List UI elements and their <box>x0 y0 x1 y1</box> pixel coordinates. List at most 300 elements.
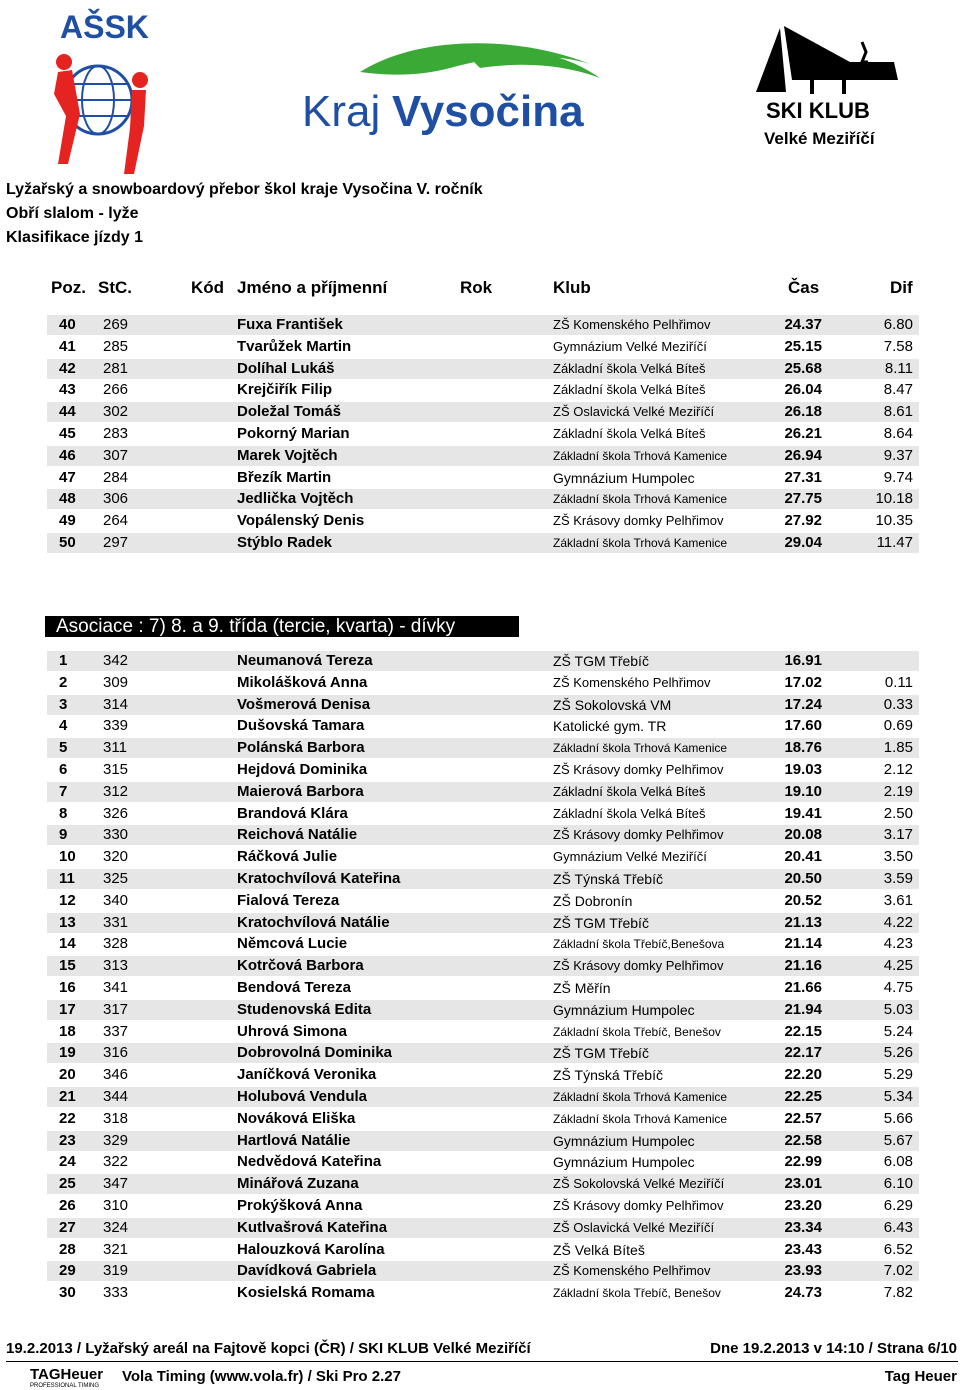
rank-cell: 41 <box>59 337 76 355</box>
bib-cell: 281 <box>103 359 129 377</box>
bib-cell: 318 <box>103 1109 129 1127</box>
name-cell: Halouzková Karolína <box>237 1240 385 1258</box>
name-cell: Marek Vojtěch <box>237 446 338 464</box>
name-cell: Kratochvílová Natálie <box>237 913 390 931</box>
club-cell: ZŠ Velká Bíteš <box>553 1241 645 1258</box>
table-row <box>47 825 919 845</box>
table-row <box>47 489 919 509</box>
name-cell: Mikolášková Anna <box>237 673 368 691</box>
club-cell: Základní škola Třebíč, Benešov <box>553 1024 721 1039</box>
rank-cell: 1 <box>59 652 68 669</box>
diff-cell: 5.34 <box>883 1088 913 1105</box>
diff-cell: 11.47 <box>876 534 913 551</box>
bib-cell: 266 <box>103 381 129 399</box>
diff-cell: 6.43 <box>883 1218 913 1236</box>
rank-cell: 28 <box>59 1240 76 1258</box>
time-cell: 23.43 <box>784 1240 822 1258</box>
name-cell: Nováková Eliška <box>237 1109 356 1127</box>
name-cell: Fialová Tereza <box>237 891 340 909</box>
col-header-cas: Čas <box>788 278 820 297</box>
footer-left: 19.2.2013 / Lyžařský areál na Fajtově kopci (ČR) / SKI KLUB Velké Meziříčí <box>6 1340 531 1357</box>
table-row <box>47 1240 919 1260</box>
diff-cell: 4.22 <box>883 913 913 931</box>
rank-cell: 30 <box>59 1284 76 1302</box>
table-row <box>47 511 919 531</box>
col-header-dif: Dif <box>890 278 913 297</box>
diff-cell: 7.02 <box>883 1262 913 1280</box>
name-cell: Maierová Barbora <box>237 782 364 800</box>
rank-cell: 40 <box>59 316 76 333</box>
time-cell: 27.75 <box>784 490 822 508</box>
time-cell: 27.31 <box>784 468 822 486</box>
diff-cell: 0.69 <box>883 717 913 735</box>
table-row <box>47 315 919 335</box>
club-cell: ZŠ Sokolovská Velké Meziříčí <box>553 1176 725 1192</box>
club-cell: Základní škola Velká Bíteš <box>553 805 706 821</box>
diff-cell: 7.82 <box>883 1284 913 1302</box>
name-cell: Ráčková Julie <box>237 848 338 866</box>
name-cell: Brandová Klára <box>237 804 348 822</box>
club-cell: Základní škola Trhová Kamenice <box>553 1111 728 1126</box>
name-cell: Dolíhal Lukáš <box>237 359 335 377</box>
diff-cell: 4.23 <box>883 935 913 953</box>
bib-cell: 344 <box>103 1088 129 1105</box>
diff-cell: 0.33 <box>883 695 913 713</box>
diff-cell: 9.37 <box>883 446 913 464</box>
bib-cell: 302 <box>103 403 129 421</box>
time-cell: 29.04 <box>784 534 822 551</box>
table-row <box>47 1000 919 1020</box>
club-cell: ZŠ Měřín <box>553 980 611 996</box>
name-cell: Hejdová Dominika <box>237 761 368 778</box>
rank-cell: 27 <box>59 1218 76 1236</box>
rank-cell: 48 <box>59 490 76 508</box>
time-cell: 17.02 <box>784 673 822 691</box>
diff-cell: 4.25 <box>883 957 913 975</box>
time-cell: 22.57 <box>784 1109 822 1127</box>
time-cell: 20.52 <box>784 891 822 909</box>
bib-cell: 297 <box>103 534 129 551</box>
name-cell: Dušovská Tamara <box>237 717 365 735</box>
time-cell: 20.41 <box>784 848 822 866</box>
bib-cell: 346 <box>103 1066 129 1084</box>
diff-cell: 6.52 <box>883 1240 913 1258</box>
table-row <box>47 1065 919 1085</box>
table-row <box>47 337 919 357</box>
col-header-stc: StC. <box>98 278 132 297</box>
name-cell: Kotrčová Barbora <box>237 957 364 975</box>
bib-cell: 314 <box>103 695 129 713</box>
time-cell: 23.34 <box>784 1218 822 1236</box>
col-header-kod: Kód <box>191 278 225 297</box>
rank-cell: 11 <box>59 870 75 887</box>
name-cell: Minářová Zuzana <box>237 1175 359 1193</box>
club-cell: ZŠ Krásovy domky Pelhřimov <box>553 513 724 529</box>
diff-cell: 3.61 <box>883 891 913 909</box>
diff-cell: 4.75 <box>883 979 913 996</box>
bib-cell: 320 <box>103 848 129 866</box>
table-row <box>47 869 919 889</box>
assk-logo <box>28 4 168 176</box>
time-cell: 26.18 <box>784 403 822 421</box>
table-row <box>47 1174 919 1194</box>
table-row <box>47 402 919 422</box>
time-cell: 26.04 <box>784 381 822 399</box>
rank-cell: 3 <box>59 695 68 713</box>
name-cell: Hartlová Natálie <box>237 1131 351 1149</box>
diff-cell: 6.29 <box>883 1197 913 1214</box>
club-cell: Gymnázium Velké Meziříčí <box>553 338 707 354</box>
timing-brand: Tag Heuer <box>884 1368 957 1385</box>
table-row <box>47 760 919 780</box>
bib-cell: 306 <box>103 490 129 508</box>
name-cell: Vopálenský Denis <box>237 512 365 530</box>
table-row <box>47 424 919 444</box>
table-row <box>47 1109 919 1129</box>
rank-cell: 14 <box>59 935 76 953</box>
bib-cell: 307 <box>103 446 129 464</box>
rank-cell: 17 <box>59 1000 76 1018</box>
time-cell: 22.99 <box>784 1153 822 1171</box>
tagheuer-logo-subtext: PROFESSIONAL TIMING <box>30 1383 100 1389</box>
rank-cell: 46 <box>59 446 76 464</box>
rank-cell: 20 <box>59 1066 76 1084</box>
name-cell: Holubová Vendula <box>237 1088 368 1105</box>
rank-cell: 42 <box>59 359 76 377</box>
time-cell: 22.25 <box>784 1088 822 1105</box>
diff-cell: 8.64 <box>883 425 913 442</box>
table-row <box>47 891 919 911</box>
bib-cell: 309 <box>103 673 129 691</box>
club-cell: Základní škola Velká Bíteš <box>553 382 706 398</box>
club-cell: ZŠ Krásovy domky Pelhřimov <box>553 827 724 843</box>
club-cell: Gymnázium Humpolec <box>553 469 695 486</box>
table-row <box>47 1218 919 1238</box>
club-cell: ZŠ Krásovy domky Pelhřimov <box>553 1198 724 1213</box>
bib-cell: 317 <box>103 1000 129 1018</box>
name-cell: Němcová Lucie <box>237 935 348 953</box>
time-cell: 27.92 <box>784 512 822 530</box>
time-cell: 24.73 <box>784 1284 822 1302</box>
rank-cell: 29 <box>59 1262 76 1280</box>
club-cell: Základní škola Trhová Kamenice <box>553 448 728 463</box>
table-row <box>47 804 919 824</box>
rank-cell: 25 <box>59 1175 76 1193</box>
footer-divider <box>6 1361 958 1362</box>
table-row <box>47 359 919 379</box>
col-header-rok: Rok <box>460 278 493 297</box>
club-cell: Základní škola Trhová Kamenice <box>553 1090 728 1104</box>
rank-cell: 23 <box>59 1131 76 1149</box>
bib-cell: 313 <box>103 957 129 975</box>
time-cell: 16.91 <box>784 652 822 669</box>
time-cell: 24.37 <box>784 316 822 333</box>
club-cell: Základní škola Třebíč, Benešov <box>553 1286 721 1301</box>
name-cell: Krejčiřík Filip <box>237 381 333 399</box>
club-cell: ZŠ Komenského Pelhřimov <box>553 674 711 690</box>
name-cell: Stýblo Radek <box>237 534 333 551</box>
bib-cell: 284 <box>103 468 129 486</box>
name-cell: Janíčková Veronika <box>237 1066 377 1084</box>
diff-cell: 5.26 <box>883 1044 913 1062</box>
diff-cell: 2.12 <box>883 761 913 778</box>
table-row <box>47 847 919 867</box>
time-cell: 22.58 <box>784 1131 822 1149</box>
rank-cell: 44 <box>59 403 76 421</box>
table-row <box>47 468 919 488</box>
club-cell: ZŠ Komenského Pelhřimov <box>553 317 711 332</box>
bib-cell: 310 <box>103 1197 129 1214</box>
bib-cell: 285 <box>103 337 129 355</box>
time-cell: 18.76 <box>784 739 822 757</box>
table-row <box>47 782 919 802</box>
table-row <box>47 956 919 976</box>
club-cell: Základní škola Velká Bíteš <box>553 360 706 376</box>
rank-cell: 47 <box>59 468 76 486</box>
name-cell: Prokýšková Anna <box>237 1197 363 1214</box>
club-cell: ZŠ Dobronín <box>553 892 633 909</box>
table-row <box>47 1283 919 1303</box>
diff-cell: 5.66 <box>883 1109 913 1127</box>
club-cell: Katolické gym. TR <box>553 718 667 735</box>
time-cell: 20.08 <box>784 826 822 844</box>
rank-cell: 24 <box>59 1153 76 1171</box>
diff-cell: 7.58 <box>883 337 913 355</box>
club-cell: Základní škola Velká Bíteš <box>553 783 706 799</box>
club-cell: ZŠ Oslavická Velké Meziříčí <box>553 1219 715 1235</box>
club-cell: ZŠ TGM Třebíč <box>553 914 649 931</box>
time-cell: 23.93 <box>784 1262 822 1280</box>
rank-cell: 22 <box>59 1109 76 1127</box>
tagheuer-logo-text: TAGHeuer <box>30 1366 104 1383</box>
bib-cell: 315 <box>103 761 129 778</box>
discipline-title: Obří slalom - lyže <box>6 205 139 222</box>
name-cell: Kosielská Romama <box>237 1284 375 1302</box>
ski-logo-text-2: Velké Meziříčí <box>764 129 875 148</box>
name-cell: Uhrová Simona <box>237 1022 348 1040</box>
rank-cell: 10 <box>59 848 76 866</box>
diff-cell: 6.80 <box>883 316 913 333</box>
table-row <box>47 673 919 693</box>
club-cell: ZŠ Krásovy domky Pelhřimov <box>553 958 724 974</box>
bib-cell: 264 <box>103 512 129 530</box>
time-cell: 19.10 <box>784 782 822 800</box>
name-cell: Dobrovolná Dominika <box>237 1044 393 1062</box>
club-cell: ZŠ Krásovy domky Pelhřimov <box>553 762 724 777</box>
table-row <box>47 1022 919 1042</box>
bib-cell: 311 <box>103 739 127 757</box>
rank-cell: 21 <box>59 1088 76 1105</box>
bib-cell: 330 <box>103 826 129 844</box>
rank-cell: 6 <box>59 761 68 778</box>
club-cell: Gymnázium Velké Meziříčí <box>553 849 707 865</box>
bib-cell: 312 <box>103 782 129 800</box>
rank-cell: 49 <box>59 512 76 530</box>
time-cell: 17.24 <box>784 695 822 713</box>
club-cell: Gymnázium Humpolec <box>553 1001 695 1018</box>
rank-cell: 26 <box>59 1197 76 1214</box>
bib-cell: 321 <box>103 1240 129 1258</box>
rank-cell: 7 <box>59 782 68 800</box>
table-row <box>47 1261 919 1281</box>
table-row <box>47 1131 919 1151</box>
bib-cell: 333 <box>103 1284 129 1302</box>
time-cell: 19.03 <box>784 761 822 778</box>
table-row <box>47 446 919 466</box>
kraj-vysocina-logo <box>300 38 610 138</box>
time-cell: 23.20 <box>784 1197 822 1214</box>
kraj-logo-text-1: Kraj <box>302 87 381 136</box>
time-cell: 25.15 <box>784 337 822 355</box>
bib-cell: 316 <box>103 1044 129 1062</box>
name-cell: Kutlvašrová Kateřina <box>237 1218 388 1236</box>
table-row <box>47 913 919 933</box>
table-row <box>47 1043 919 1063</box>
time-cell: 26.94 <box>784 446 822 464</box>
rank-cell: 19 <box>59 1044 76 1062</box>
rank-cell: 13 <box>59 913 76 931</box>
rank-cell: 43 <box>59 381 76 399</box>
name-cell: Pokorný Marian <box>237 425 350 442</box>
bib-cell: 319 <box>103 1262 129 1280</box>
time-cell: 21.13 <box>784 913 822 931</box>
diff-cell: 1.85 <box>883 739 913 757</box>
diff-cell: 5.29 <box>883 1066 913 1084</box>
col-header-klub: Klub <box>553 278 591 297</box>
name-cell: Vošmerová Denisa <box>237 695 371 713</box>
table-row <box>47 533 919 553</box>
bib-cell: 341 <box>103 979 129 996</box>
bib-cell: 347 <box>103 1175 129 1193</box>
club-cell: ZŠ Sokolovská VM <box>553 696 672 713</box>
time-cell: 17.60 <box>784 717 822 735</box>
diff-cell: 2.19 <box>883 782 913 800</box>
diff-cell: 10.18 <box>875 490 913 508</box>
bib-cell: 326 <box>103 804 129 822</box>
bib-cell: 339 <box>103 717 129 735</box>
time-cell: 19.41 <box>784 804 822 822</box>
time-cell: 22.15 <box>784 1022 822 1040</box>
club-cell: Gymnázium Humpolec <box>553 1154 695 1171</box>
time-cell: 26.21 <box>784 425 822 442</box>
diff-cell: 10.35 <box>875 512 913 530</box>
club-cell: Základní škola Velká Bíteš <box>553 426 706 441</box>
club-cell: Gymnázium Humpolec <box>553 1132 695 1149</box>
rank-cell: 5 <box>59 739 68 757</box>
tagheuer-logo <box>30 1365 116 1389</box>
club-cell: ZŠ Týnská Třebíč <box>553 1067 663 1084</box>
name-cell: Neumanová Tereza <box>237 652 373 669</box>
diff-cell: 2.50 <box>883 804 913 822</box>
name-cell: Davídková Gabriela <box>237 1262 377 1280</box>
rank-cell: 15 <box>59 957 76 975</box>
bib-cell: 283 <box>103 425 129 442</box>
club-cell: ZŠ Komenského Pelhřimov <box>553 1263 711 1279</box>
diff-cell: 3.50 <box>883 848 913 866</box>
table-row <box>47 1196 919 1216</box>
diff-cell: 6.10 <box>883 1175 913 1193</box>
diff-cell: 8.11 <box>884 359 913 377</box>
footer-right: Dne 19.2.2013 v 14:10 / Strana 6/10 <box>710 1340 957 1357</box>
club-cell: Základní škola Trhová Kamenice <box>553 492 728 507</box>
time-cell: 20.50 <box>784 870 822 887</box>
name-cell: Reichová Natálie <box>237 826 358 844</box>
bib-cell: 328 <box>103 935 129 953</box>
time-cell: 21.16 <box>784 957 822 975</box>
time-cell: 21.66 <box>784 979 822 996</box>
name-cell: Kratochvílová Kateřina <box>237 870 401 887</box>
assk-logo-text: AŠSK <box>60 9 149 45</box>
bib-cell: 322 <box>103 1153 129 1171</box>
col-header-poz: Poz. <box>51 278 86 297</box>
table-row <box>47 1087 919 1107</box>
rank-cell: 2 <box>59 673 68 691</box>
event-title: Lyžařský a snowboardový přebor škol kraje Vysočina V. ročník <box>6 181 483 198</box>
club-cell: Základní škola Trhová Kamenice <box>553 741 728 756</box>
bib-cell: 329 <box>103 1131 129 1149</box>
rank-cell: 9 <box>59 826 68 844</box>
section-title: Asociace : 7) 8. a 9. třída (tercie, kvarta) - dívky <box>45 616 519 637</box>
bib-cell: 269 <box>103 316 129 333</box>
name-cell: Polánská Barbora <box>237 739 365 757</box>
diff-cell: 3.17 <box>883 826 913 844</box>
diff-cell: 9.74 <box>883 468 913 486</box>
table-row <box>47 380 919 400</box>
rank-cell: 4 <box>59 717 68 735</box>
kraj-logo-text-2: Vysočina <box>392 87 584 136</box>
diff-cell: 5.24 <box>883 1022 913 1040</box>
time-cell: 22.20 <box>784 1066 822 1084</box>
col-header-name: Jméno a příjmenní <box>237 278 388 297</box>
name-cell: Doležal Tomáš <box>237 403 341 421</box>
bib-cell: 342 <box>103 652 129 669</box>
ski-klub-logo <box>752 22 902 152</box>
name-cell: Březík Martin <box>237 468 332 486</box>
time-cell: 23.01 <box>784 1175 822 1193</box>
bib-cell: 337 <box>103 1022 129 1040</box>
bib-cell: 340 <box>103 891 129 909</box>
diff-cell: 8.47 <box>883 381 913 399</box>
diff-cell: 5.03 <box>883 1000 913 1018</box>
rank-cell: 8 <box>59 804 68 822</box>
bib-cell: 331 <box>103 913 129 931</box>
diff-cell: 0.11 <box>884 673 913 691</box>
table-row <box>47 738 919 758</box>
rank-cell: 18 <box>59 1022 76 1040</box>
rank-cell: 12 <box>59 891 76 909</box>
table-row <box>47 716 919 736</box>
club-cell: Základní škola Trhová Kamenice <box>553 536 728 550</box>
time-cell: 21.14 <box>784 935 822 953</box>
table-row <box>47 1152 919 1172</box>
club-cell: ZŠ TGM Třebíč <box>553 653 649 669</box>
classification-title: Klasifikace jízdy 1 <box>6 229 143 246</box>
name-cell: Nedvědová Kateřina <box>237 1153 382 1171</box>
name-cell: Jedlička Vojtěch <box>237 490 354 508</box>
bib-cell: 325 <box>103 870 129 887</box>
time-cell: 25.68 <box>784 359 822 377</box>
time-cell: 22.17 <box>784 1044 822 1062</box>
ski-logo-text-1: SKI KLUB <box>766 98 870 123</box>
table-row <box>47 651 919 671</box>
name-cell: Fuxa František <box>237 316 343 333</box>
name-cell: Tvarůžek Martin <box>237 337 352 355</box>
club-cell: ZŠ Týnská Třebíč <box>553 871 663 887</box>
table-row <box>47 934 919 954</box>
club-cell: Základní škola Třebíč,Benešova <box>553 937 725 952</box>
diff-cell: 3.59 <box>883 870 913 887</box>
club-cell: ZŠ Oslavická Velké Meziříčí <box>553 404 715 420</box>
